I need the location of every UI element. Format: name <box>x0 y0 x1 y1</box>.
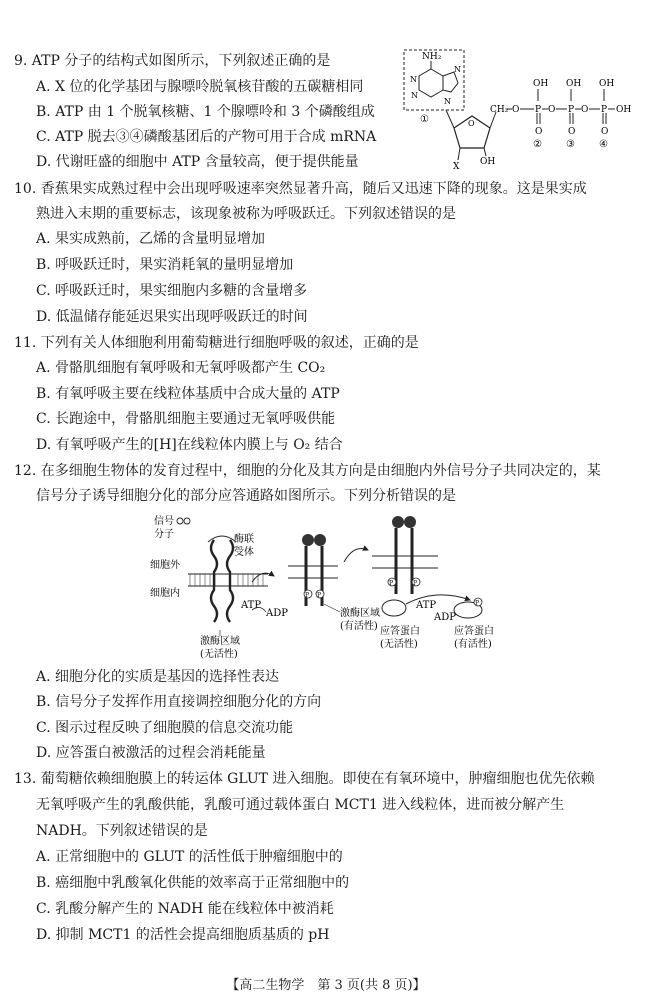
receptor-label-1: 酶联 <box>234 534 254 545</box>
adp-label-1: ADP <box>266 608 288 619</box>
resp-inactive-label-2: (无活性) <box>380 639 418 650</box>
atp-structure-figure <box>396 42 644 172</box>
signal-molecule-bound-2a <box>302 534 314 546</box>
signal-pathway-figure <box>148 512 518 662</box>
chain-o-3: O <box>581 105 589 115</box>
kinase-inactive-label-1: 激酶区域 <box>200 636 240 647</box>
q12-option-b: B. 信号分子发挥作用直接调控细胞分化的方向 <box>36 694 322 710</box>
inside-label: 细胞内 <box>150 588 180 599</box>
membrane-stage-1 <box>188 574 268 586</box>
q9-option-c: C. ATP 脱去③④磷酸基团后的产物可用于合成 mRNA <box>36 129 377 145</box>
p-3b: P <box>413 580 418 587</box>
adp-label-2: ADP <box>434 612 456 623</box>
circle-4-label: ④ <box>599 139 608 150</box>
q10-option-b: B. 呼吸跃迁时，果实消耗氧的量明显增加 <box>36 257 294 273</box>
ring-o-label: O <box>468 119 475 128</box>
signal-molecule-bound-3b <box>404 516 416 528</box>
chain-o-1: O <box>512 105 520 115</box>
response-protein-inactive <box>382 600 406 616</box>
q13-stem-line1: 13. 葡萄糖依赖细胞膜上的转运体 GLUT 进入细胞。即使在有氧环境中，肿瘤细胞也优先依赖 <box>14 771 595 787</box>
q11-option-b: B. 有氧呼吸主要在线粒体基质中合成大量的 ATP <box>36 386 340 402</box>
q13-option-a: A. 正常细胞中的 GLUT 的活性低于肿瘤细胞中的 <box>36 849 343 865</box>
q13-option-b: B. 癌细胞中乳酸氧化供能的效率高于正常细胞中的 <box>36 875 350 891</box>
q12-option-d: D. 应答蛋白被激活的过程会消耗能量 <box>36 745 266 761</box>
p3-oh-label: OH <box>599 79 615 89</box>
q9-option-a: A. X 位的化学基团与腺嘌呤脱氧核苷酸的五碳糖相同 <box>36 79 364 95</box>
nh2-label: NH₂ <box>422 52 442 62</box>
chain-o-2: O <box>548 105 556 115</box>
q11-option-c: C. 长跑途中，骨骼肌细胞主要通过无氧呼吸供能 <box>36 411 336 427</box>
signal-molecule-bound-3a <box>392 516 404 528</box>
x-label: X <box>453 162 460 172</box>
q10-option-c: C. 呼吸跃迁时，果实细胞内多糖的含量增多 <box>36 283 308 299</box>
resp-active-label-1: 应答蛋白 <box>454 626 494 637</box>
q11-stem: 11. 下列有关人体细胞利用葡萄糖进行细胞呼吸的叙述，正确的是 <box>14 335 419 351</box>
receptor-strand-right <box>227 540 233 622</box>
p-2a: P <box>305 592 310 599</box>
q10-stem-line2: 熟进入末期的重要标志，该现象被称为呼吸跃迁。下列叙述错误的是 <box>36 206 456 222</box>
q10-stem-line1: 10. 香蕉果实成熟过程中会出现呼吸速率突然显著升高，随后又迅速下降的现象。这是果实成 <box>14 181 587 197</box>
n-label-1: N <box>410 75 417 84</box>
circle-3-label: ③ <box>566 139 575 150</box>
outside-label: 细胞外 <box>150 560 180 571</box>
kinase-active-label-1: 激酶区域 <box>340 608 380 619</box>
signal-molecule-bound-2b <box>314 534 326 546</box>
q12-stem-line1: 12. 在多细胞生物体的发育过程中，细胞的分化及其方向是由细胞内外信号分子共同决定的，某 <box>14 463 601 479</box>
q9-stem: 9. ATP 分子的结构式如图所示，下列叙述正确的是 <box>14 53 331 69</box>
q11-option-a: A. 骨骼肌细胞有氧呼吸和无氧呼吸都产生 CO₂ <box>36 360 326 376</box>
circle-1-label: ① <box>420 114 429 125</box>
kinase-active-label-2: (有活性) <box>340 621 378 632</box>
atp-label-1: ATP <box>241 600 262 611</box>
ch2-label: CH₂ <box>490 105 509 115</box>
membrane-stage-3 <box>372 556 438 568</box>
receptor-strand-left <box>211 540 217 622</box>
p-label-3: P <box>601 105 608 115</box>
q10-option-a: A. 果实成熟前，乙烯的含量明显增加 <box>36 231 266 247</box>
resp-active-label-2: (有活性) <box>454 639 492 650</box>
p1-o-label: O <box>535 127 543 137</box>
resp-inactive-label-1: 应答蛋白 <box>380 626 420 637</box>
kinase-inactive-label-2: (无活性) <box>200 649 238 660</box>
p-label-1: P <box>535 105 542 115</box>
q13-option-d: D. 抑制 MCT1 的活性会提高细胞质基质的 pH <box>36 927 330 943</box>
oh-sugar-label: OH <box>480 157 496 167</box>
signal-label-1: 信号 <box>154 516 174 527</box>
q12-stem-line2: 信号分子诱导细胞分化的部分应答通路如图所示。下列分析错误的是 <box>36 488 456 504</box>
p2-oh-label: OH <box>566 79 582 89</box>
atp-label-2: ATP <box>416 600 437 611</box>
p3-o-label: O <box>601 127 609 137</box>
membrane-stage-2 <box>288 566 338 578</box>
p2-o-label: O <box>568 127 576 137</box>
q9-option-b: B. ATP 由 1 个脱氧核糖、1 个腺嘌呤和 3 个磷酸组成 <box>36 104 375 120</box>
p1-oh-label: OH <box>533 79 549 89</box>
p-2b: P <box>317 592 322 599</box>
page-footer: 【高二生物学 第 3 页(共 8 页)】 <box>226 978 426 993</box>
receptor-label-2: 受体 <box>234 547 254 558</box>
n-label-4: N <box>444 97 451 106</box>
terminal-oh-label: OH <box>616 105 632 115</box>
signal-label-2: 分子 <box>154 529 174 540</box>
circle-2-label: ② <box>533 139 542 150</box>
p-response: P <box>475 600 480 607</box>
q12-option-a: A. 细胞分化的实质是基因的选择性表达 <box>36 669 280 685</box>
q10-option-d: D. 低温储存能延迟果实出现呼吸跃迁的时间 <box>36 309 308 325</box>
p-label-2: P <box>568 105 575 115</box>
q13-stem-line2: 无氧呼吸产生的乳酸供能，乳酸可通过载体蛋白 MCT1 进入线粒体，进而被分解产生 <box>36 797 565 813</box>
q12-option-c: C. 图示过程反映了细胞膜的信息交流功能 <box>36 720 294 736</box>
q13-stem-line3: NADH。下列叙述错误的是 <box>36 823 208 839</box>
q9-option-d: D. 代谢旺盛的细胞中 ATP 含量较高，便于提供能量 <box>36 154 359 170</box>
arrow-stage2-to-stage3 <box>344 549 368 563</box>
q11-option-d: D. 有氧呼吸产生的[H]在线粒体内膜上与 O₂ 结合 <box>36 437 343 453</box>
n-label-3: N <box>454 65 461 74</box>
q13-option-c: C. 乳酸分解产生的 NADH 能在线粒体中被消耗 <box>36 901 334 917</box>
n-label-2: N <box>411 91 418 100</box>
p-3a: P <box>389 580 394 587</box>
